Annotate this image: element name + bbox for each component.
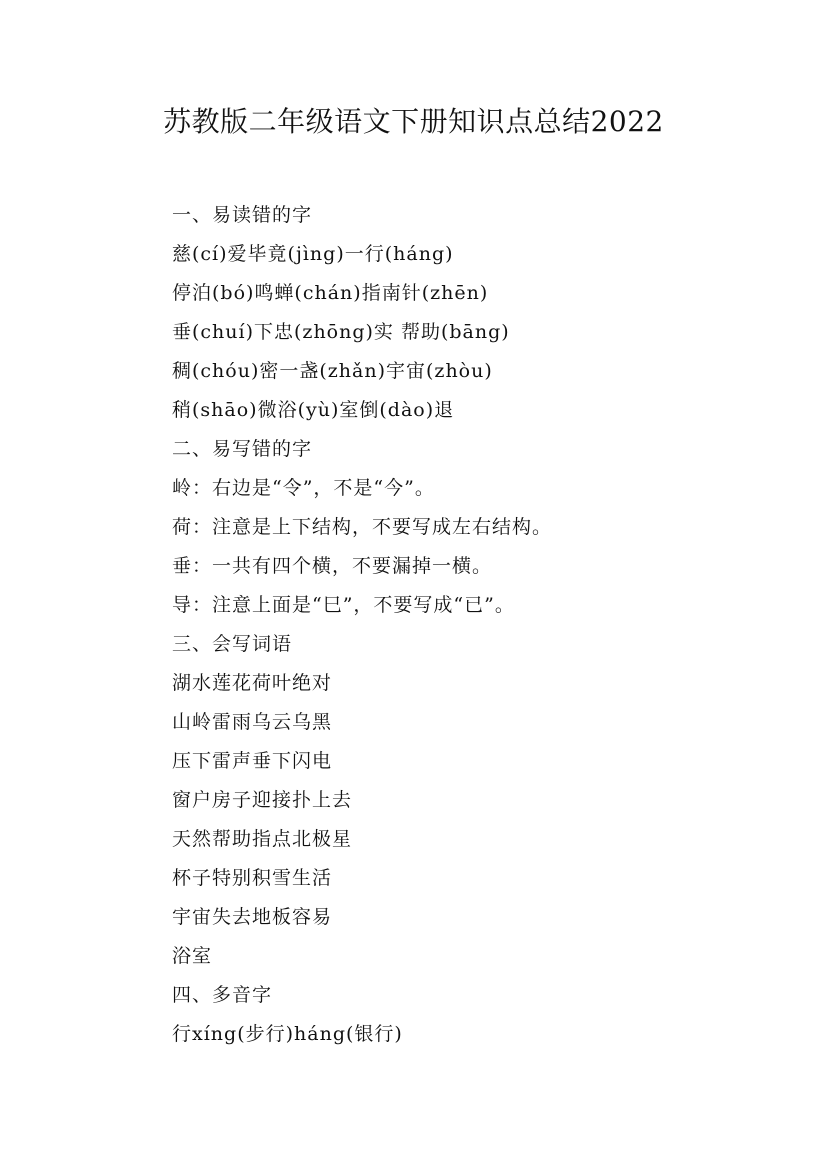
text-line: 浴室 (172, 945, 213, 967)
section-heading-misread-chars: 一、易读错的字 (172, 204, 313, 226)
document-title: 苏教版二年级语文下册知识点总结2022 (163, 105, 664, 138)
text-line: 稍(shāo)微浴(yù)室倒(dào)退 (172, 399, 455, 421)
document-body (172, 196, 772, 1054)
text-line: 垂(chuí)下忠(zhōng)实 帮助(bāng) (172, 321, 510, 343)
text-line: 山岭雷雨乌云乌黑 (172, 711, 333, 733)
text-line: 荷：注意是上下结构，不要写成左右结构。 (172, 516, 553, 538)
text-line: 稠(chóu)密一盏(zhǎn)宇宙(zhòu) (172, 360, 493, 382)
section-heading-polyphones: 四、多音字 (172, 984, 273, 1006)
text-line: 垂：一共有四个横，不要漏掉一横。 (172, 555, 493, 577)
text-line: 慈(cí)爱毕竟(jìng)一行(háng) (172, 243, 454, 265)
text-line: 杯子特别积雪生活 (172, 867, 333, 889)
text-line: 岭：右边是“令”，不是“今”。 (172, 477, 435, 499)
section-heading-miswritten-chars: 二、易写错的字 (172, 438, 313, 460)
text-line: 窗户房子迎接扑上去 (172, 789, 353, 811)
text-line: 导：注意上面是“巳”，不要写成“已”。 (172, 594, 515, 616)
text-line: 停泊(bó)鸣蝉(chán)指南针(zhēn) (172, 282, 489, 304)
text-line: 宇宙失去地板容易 (172, 906, 333, 928)
text-line: 湖水莲花荷叶绝对 (172, 672, 333, 694)
section-heading-vocabulary: 三、会写词语 (172, 633, 293, 655)
text-line: 天然帮助指点北极星 (172, 828, 353, 850)
text-line: 行xíng(步行)háng(银行) (172, 1023, 403, 1045)
text-line: 压下雷声垂下闪电 (172, 750, 333, 772)
